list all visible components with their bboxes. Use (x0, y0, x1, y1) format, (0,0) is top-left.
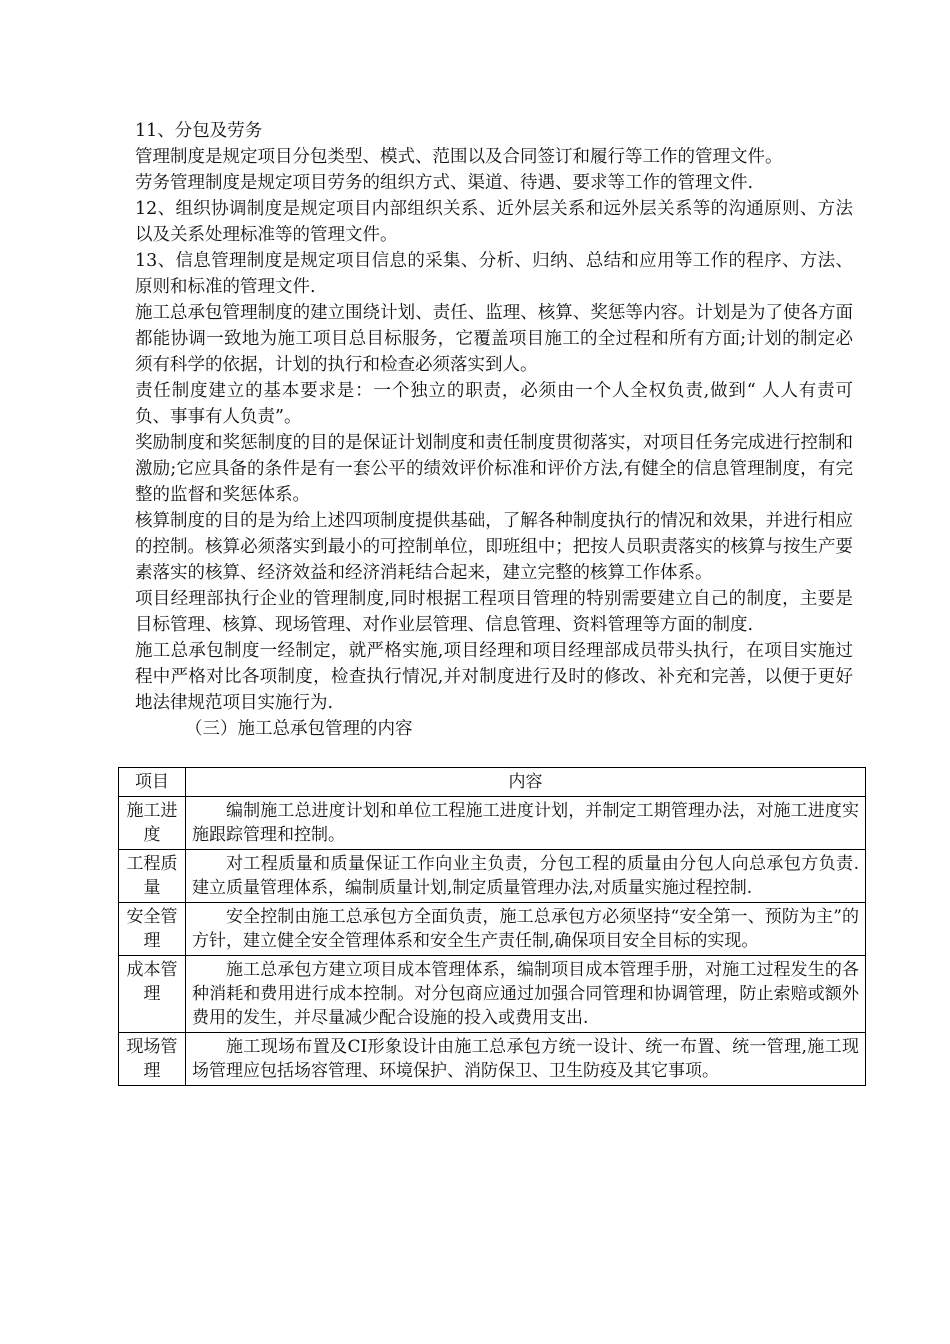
table-row (119, 903, 866, 956)
paragraph: 奖励制度和奖惩制度的目的是保证计划制度和责任制度贯彻落实，对项目任务完成进行控制和激励;它应具备的条件是有一套公平的绩效评价标准和评价方法,有健全的信息管理制度，有完整的监督和奖惩体系。 (135, 433, 853, 505)
paragraph: 施工总承包制度一经制定，就严格实施,项目经理和项目经理部成员带头执行，在项目实施过程中严格对比各项制度，检查执行情况,并对制度进行及时的修改、补充和完善，以便于更好地法律规范项目实施行为. (135, 641, 853, 713)
table-row (119, 956, 866, 1033)
paragraph: 劳务管理制度是规定项目劳务的组织方式、渠道、待遇、要求等工作的管理文件. (135, 173, 754, 193)
row-content: 施工现场布置及CI形象设计由施工总承包方统一设计、统一布置、统一管理,施工现场管理应包括场容管理、环境保护、消防保卫、卫生防疫及其它事项。 (186, 1033, 866, 1086)
table-header-row (119, 768, 866, 797)
paragraph: 责任制度建立的基本要求是：一个独立的职责，必须由一个人全权负责,做到“ 人人有责可负、事事有人负责”。 (135, 381, 853, 427)
table-row (119, 850, 866, 903)
row-content: 安全控制由施工总承包方全面负责，施工总承包方必须坚持“安全第一、预防为主”的方针，建立健全安全管理体系和安全生产责任制,确保项目安全目标的实现。 (186, 903, 866, 956)
row-content: 对工程质量和质量保证工作向业主负责，分包工程的质量由分包人向总承包方负责.建立质量管理体系，编制质量计划,制定质量管理办法,对质量实施过程控制. (186, 850, 866, 903)
table-row (119, 797, 866, 850)
paragraph: 管理制度是规定项目分包类型、模式、范围以及合同签订和履行等工作的管理文件。 (135, 147, 783, 167)
paragraph: 核算制度的目的是为给上述四项制度提供基础，了解各种制度执行的情况和效果，并进行相应的控制。核算必须落实到最小的可控制单位，即班组中；把按人员职责落实的核算与按生产要素落实的核算、经济效益和经济消耗结合起来，建立完整的核算工作体系。 (135, 511, 853, 583)
header-content: 内容 (186, 768, 866, 797)
paragraph: 12、组织协调制度是规定项目内部组织关系、近外层关系和远外层关系等的沟通原则、方法以及关系处理标准等的管理文件。 (135, 199, 853, 245)
row-content: 施工总承包方建立项目成本管理体系，编制项目成本管理手册，对施工过程发生的各种消耗和费用进行成本控制。对分包商应通过加强合同管理和协调管理，防止索赔或额外费用的发生，并尽量减少配合设施的投入或费用支出. (186, 956, 866, 1033)
table-row (119, 1033, 866, 1086)
row-item: 工程质量 (119, 850, 186, 903)
section-heading: （三）施工总承包管理的内容 (185, 719, 413, 739)
row-item: 现场管理 (119, 1033, 186, 1086)
row-item: 安全管理 (119, 903, 186, 956)
paragraph: 项目经理部执行企业的管理制度,同时根据工程项目管理的特别需要建立自己的制度，主要是目标管理、核算、现场管理、对作业层管理、信息管理、资料管理等方面的制度. (135, 589, 853, 635)
paragraph: 13、信息管理制度是规定项目信息的采集、分析、归纳、总结和应用等工作的程序、方法、原则和标准的管理文件. (135, 251, 853, 297)
paragraph: 11、分包及劳务 (135, 121, 263, 141)
header-item: 项目 (119, 768, 186, 797)
body-text (135, 118, 853, 742)
paragraph: 施工总承包管理制度的建立围绕计划、责任、监理、核算、奖惩等内容。计划是为了使各方面都能协调一致地为施工项目总目标服务，它覆盖项目施工的全过程和所有方面;计划的制定必须有科学的依据，计划的执行和检查必须落实到人。 (135, 303, 853, 375)
management-content-table (118, 767, 866, 1086)
row-item: 成本管理 (119, 956, 186, 1033)
row-item: 施工进度 (119, 797, 186, 850)
row-content: 编制施工总进度计划和单位工程施工进度计划，并制定工期管理办法，对施工进度实施跟踪管理和控制。 (186, 797, 866, 850)
